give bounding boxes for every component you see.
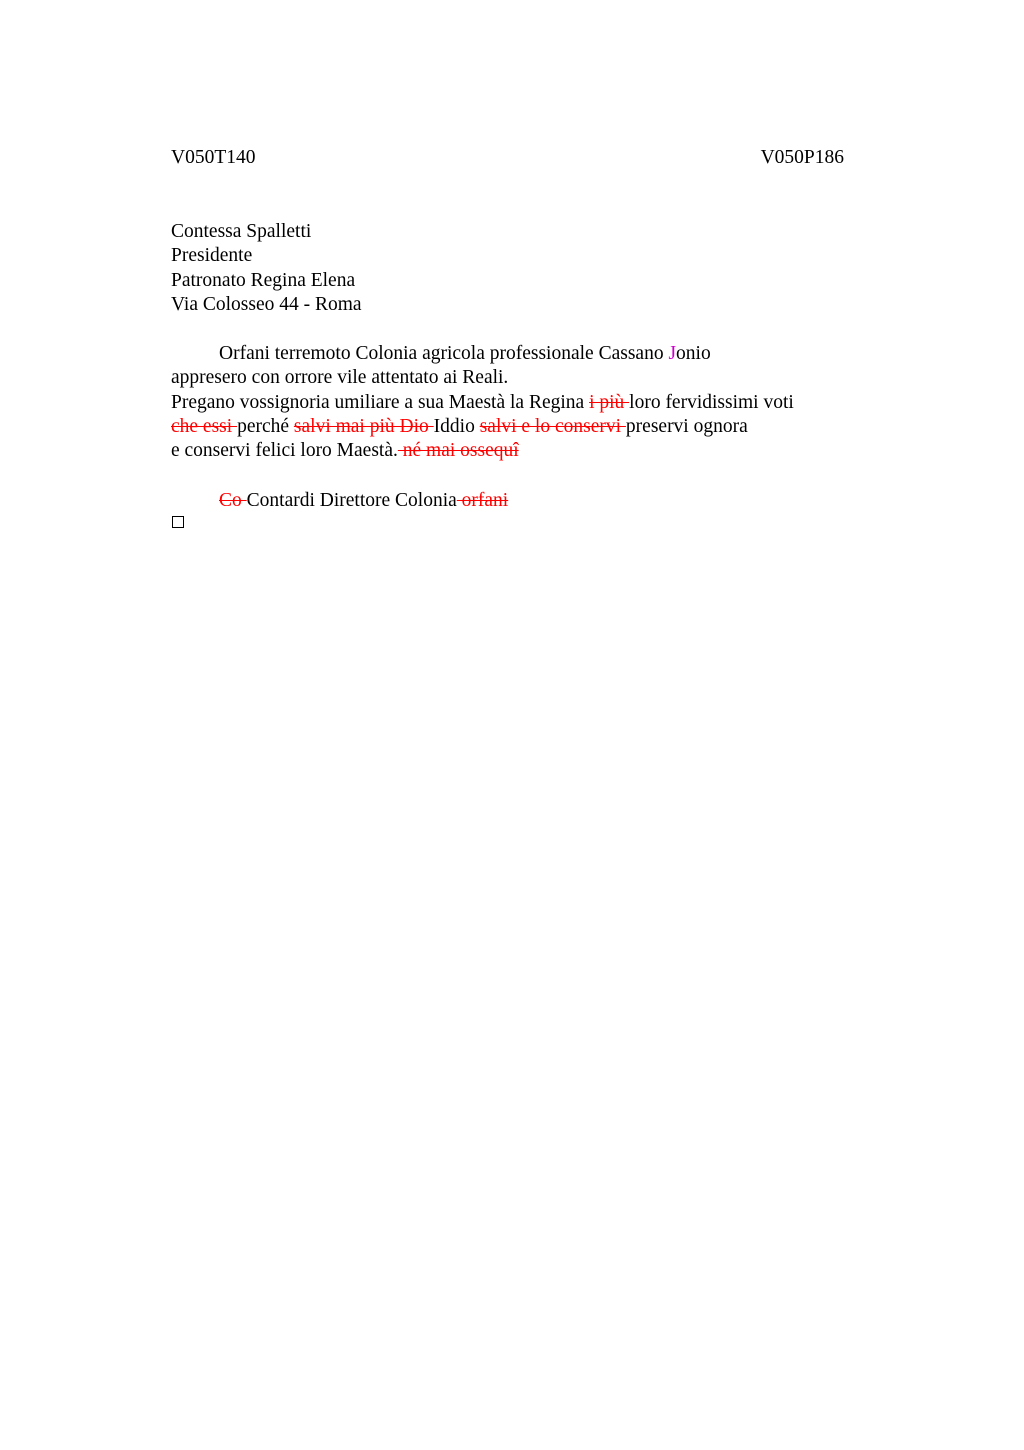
signature-text: Contardi Direttore Colonia — [246, 490, 457, 511]
deleted-text: i più — [589, 392, 630, 413]
deleted-text: salvi mai più Dio — [293, 416, 434, 437]
body-text: Iddio — [433, 416, 480, 437]
deleted-text: né mai ossequî — [397, 440, 519, 461]
address-line-3: Patronato Regina Elena — [171, 270, 356, 291]
body-text: loro fervidissimi voti — [629, 392, 794, 413]
body-line-4 — [171, 415, 748, 439]
address-line-2: Presidente — [171, 245, 253, 266]
empty-box-icon — [172, 516, 184, 528]
body-text: Orfani terremoto Colonia agricola professionale Cassano — [219, 343, 669, 364]
body-text: preservi ognora — [625, 416, 748, 437]
body-text: Pregano vossignoria umiliare a sua Maestà la Regina — [171, 392, 590, 413]
signature-line — [219, 489, 508, 513]
body-line-3 — [171, 391, 794, 415]
address-line-1: Contessa Spalletti — [171, 221, 312, 242]
body-line-5 — [171, 439, 519, 463]
deleted-text: orfani — [456, 490, 509, 511]
deleted-text: che essi — [171, 416, 238, 437]
deleted-text: Co — [219, 490, 247, 511]
address-line-4: Via Colosseo 44 - Roma — [171, 294, 362, 315]
left-reference-code: V050T140 — [171, 147, 256, 168]
body-text: onio — [676, 343, 711, 364]
body-text: perché — [237, 416, 294, 437]
body-line-1 — [219, 342, 711, 366]
inserted-text: J — [668, 343, 677, 364]
deleted-text: salvi e lo conservi — [479, 416, 626, 437]
body-line-2: appresero con orrore vile attentato ai Reali. — [171, 367, 509, 388]
body-text: e conservi felici loro Maestà. — [171, 440, 398, 461]
right-reference-code: V050P186 — [760, 147, 844, 168]
